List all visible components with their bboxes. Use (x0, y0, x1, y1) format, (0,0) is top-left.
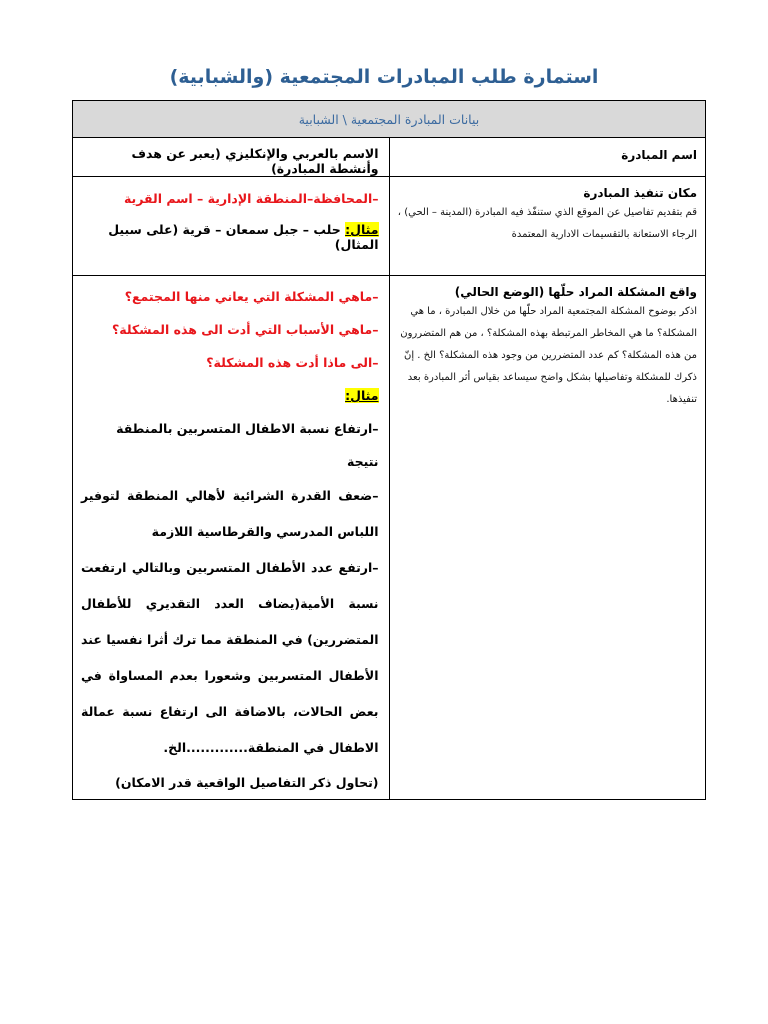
location-example (81, 222, 379, 252)
page-title: استمارة طلب المبادرات المجتمعية (والشبابية) (169, 66, 599, 88)
problem-description: اذكر بوضوح المشكلة المجتمعية المراد حلّها من خلال المبادرة ، ما هي المشكلة؟ ما هي المخاطر المرتبطة بهذه المشكلة؟ ، من هم المتضررون من هذه المشكلة؟ كم عدد المتضررين من وجود هذه المشكلة؟ الخ . إنّ ذكرك للمشكلة وتفاصيلها بشكل واضح سيساعد بقياس أثر المبادرة بعد تنفيذها. (400, 306, 697, 405)
table-row (73, 276, 706, 800)
problem-question-3: –الى ماذا أدت هذه المشكلة؟ (206, 355, 379, 370)
location-field[interactable] (73, 177, 390, 276)
table-row (73, 177, 706, 276)
location-hint: –المحافظة–المنطقة الإدارية – اسم القرية (123, 191, 379, 206)
initiative-form-table (72, 100, 706, 800)
location-label: مكان تنفيذ المبادرة (583, 186, 697, 200)
location-description: قم بتقديم تفاصيل عن الموقع الذي ستنفّذ فيه المبادرة (المدينة – الحي) ، الرجاء الاستعانة بالتقسيمات الادارية المعتمدة (397, 207, 697, 240)
problem-label-cell (389, 276, 706, 800)
table-row (73, 138, 706, 177)
location-label-cell (389, 177, 706, 276)
initiative-name-label: اسم المبادرة (621, 148, 697, 162)
section-header: بيانات المبادرة المجتمعية \ الشبابية (73, 101, 706, 138)
problem-question-2: –ماهي الأسباب التي أدت الى هذه المشكلة؟ (111, 322, 379, 337)
problem-question-1: –ماهي المشكلة التي يعاني منها المجتمع؟ (124, 289, 379, 304)
problem-field[interactable] (73, 276, 390, 800)
problem-label: واقع المشكلة المراد حلّها (الوضع الحالي) (454, 285, 697, 299)
initiative-name-field[interactable] (73, 138, 390, 177)
location-example-value: حلب – جبل سمعان – قرية (على سبيل المثال) (108, 222, 379, 252)
problem-example-1: –ارتفاع نسبة الاطفال المتسربين بالمنطقة نتيجة (116, 421, 379, 469)
initiative-name-hint: الاسم بالعربي والإنكليزي (يعبر عن هدف وأنشطة المبادرة) (131, 146, 379, 176)
example-label: مثال: (345, 222, 379, 237)
initiative-name-label-cell (389, 138, 706, 177)
problem-example-2: –ضعف القدرة الشرائية لأهالي المنطقة لتوفير اللباس المدرسي والقرطاسية اللازمة (81, 488, 379, 539)
problem-example-3: –ارتفع عدد الأطفال المتسربين وبالتالي ارتفعت نسبة الأمية(يضاف العدد التقديري للأطفال المتضررين) في المنطقة مما ترك أثرا نفسيا عند الأطفال المتسربين وشعورا بعدم المساواة في بعض الحالات، بالاضافة الى ارتفاع نسبة عمالة الاطفال في المنطقة.............الخ. (81, 560, 379, 755)
example-label: مثال: (345, 388, 379, 403)
problem-note: (تحاول ذكر التفاصيل الواقعية قدر الامكان) (115, 775, 379, 790)
